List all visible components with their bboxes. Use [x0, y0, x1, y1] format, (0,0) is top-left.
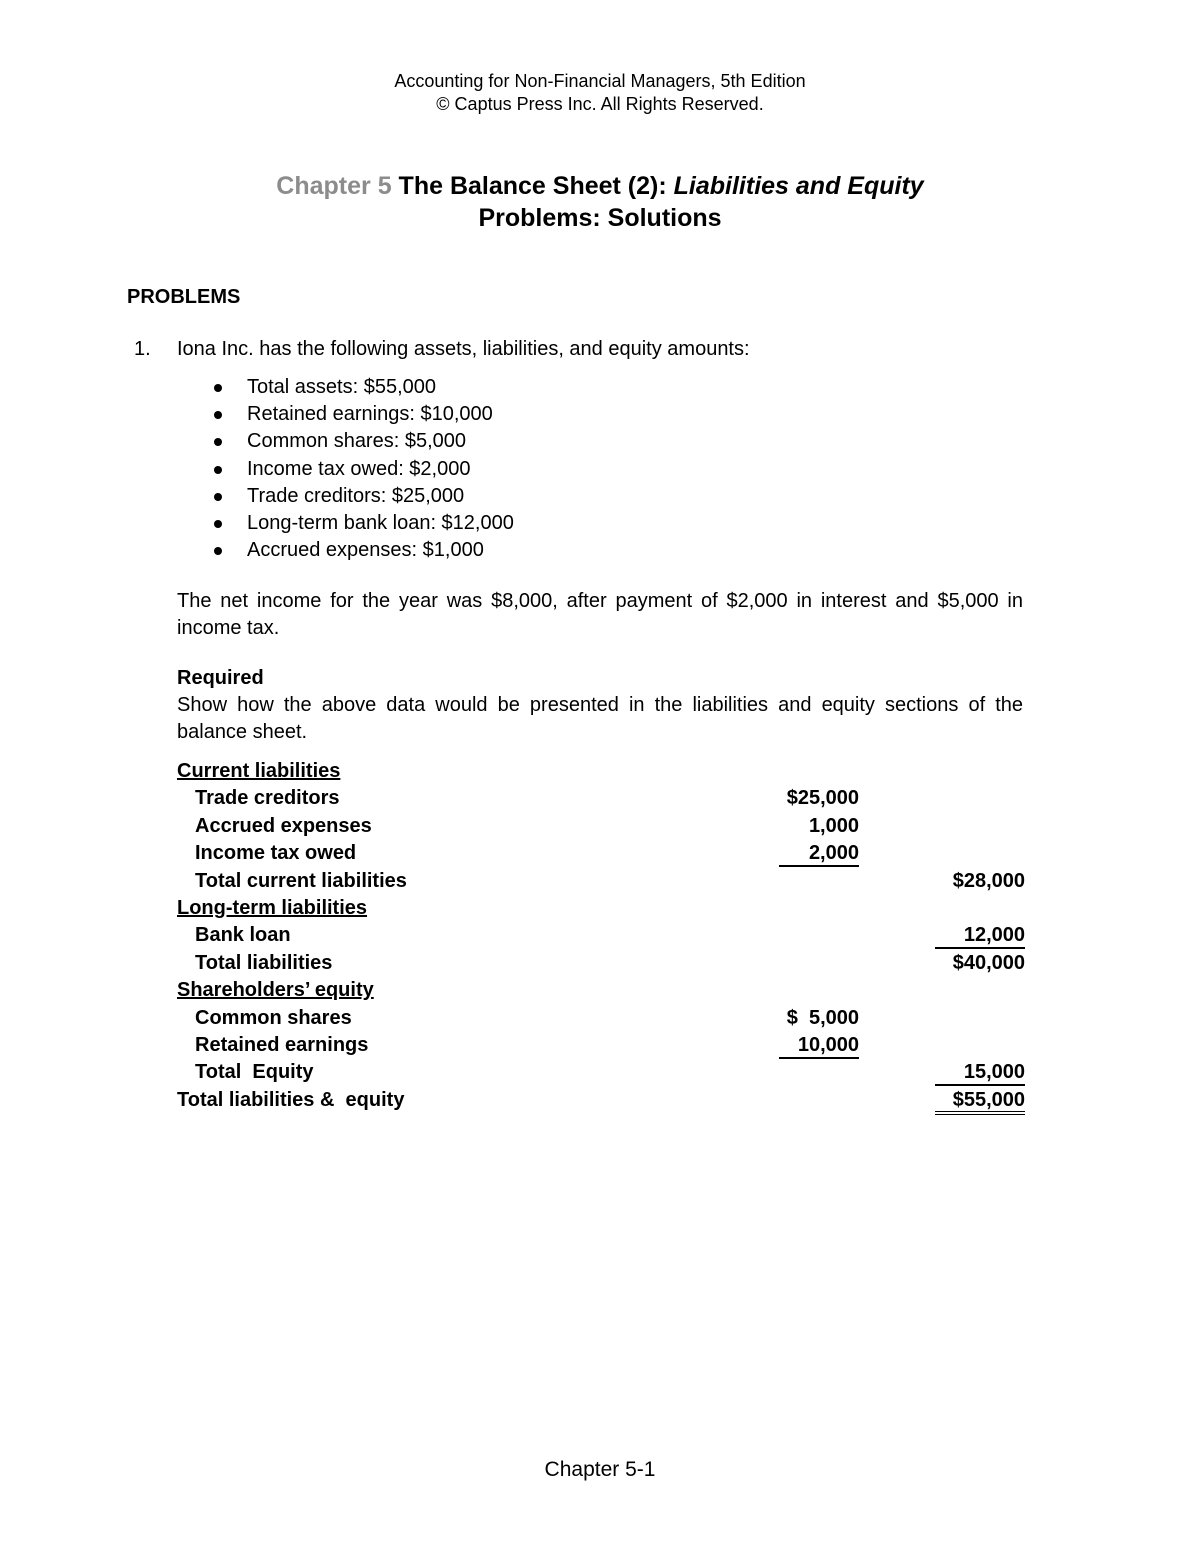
table-row	[177, 895, 1027, 922]
amount-col2: $28,000	[952, 869, 1025, 892]
row-label: Total liabilities	[195, 951, 333, 974]
chapter-title	[0, 170, 1200, 234]
table-row	[177, 950, 1027, 977]
net-income-paragraph: The net income for the year was $8,000, after payment of $2,000 in interest and $5,000 in income tax.	[177, 590, 1023, 639]
row-label: Bank loan	[195, 924, 291, 947]
amount-col1: $25,000	[786, 787, 859, 810]
table-row	[177, 813, 1027, 840]
table-row	[177, 922, 1027, 949]
row-label-grand-total: Total liabilities & equity	[177, 1088, 405, 1111]
document-header	[0, 70, 1200, 116]
amount-col1: 2,000	[779, 840, 859, 867]
row-label: Trade creditors	[195, 787, 340, 810]
row-label: Total current liabilities	[195, 869, 407, 892]
amount-col2: $40,000	[952, 951, 1025, 974]
amount-col2: 12,000	[935, 922, 1025, 949]
row-label: Common shares	[195, 1006, 352, 1029]
required-paragraph: Show how the above data would be presented in the liabilities and equity sections of the balance sheet.	[177, 694, 1023, 743]
amount-col1: $ 5,000	[786, 1006, 859, 1029]
section-label-shareholders-equity: Shareholders’ equity	[177, 979, 374, 1002]
problem-number: 1.	[134, 338, 151, 360]
list-item: Long-term bank loan: $12,000	[210, 510, 514, 537]
header-copyright: © Captus Press Inc. All Rights Reserved.	[436, 94, 764, 114]
list-item: Retained earnings: $10,000	[210, 401, 514, 428]
section-label-long-term-liabilities: Long-term liabilities	[177, 896, 368, 919]
header-book-title: Accounting for Non-Financial Managers, 5th Edition	[394, 71, 806, 91]
row-label: Retained earnings	[195, 1033, 369, 1056]
page-footer: Chapter 5-1	[544, 1458, 656, 1481]
row-label: Income tax owed	[195, 842, 357, 865]
amount-col2: 15,000	[935, 1059, 1025, 1086]
chapter-name: The Balance Sheet (2):	[391, 172, 674, 200]
table-row	[177, 1032, 1027, 1059]
chapter-subtitle: Liabilities and Equity	[673, 172, 924, 200]
table-row	[177, 1059, 1027, 1086]
given-amounts-list	[210, 374, 514, 564]
section-heading: PROBLEMS	[127, 286, 241, 308]
chapter-number: Chapter 5	[276, 172, 392, 200]
table-row	[177, 1005, 1027, 1032]
problem-intro: Iona Inc. has the following assets, liabilities, and equity amounts:	[177, 338, 750, 360]
list-item: Trade creditors: $25,000	[210, 483, 514, 510]
amount-col2: $55,000	[935, 1087, 1025, 1115]
table-row	[177, 840, 1027, 867]
section-label-current-liabilities: Current liabilities	[177, 760, 341, 782]
title-line-2: Problems: Solutions	[478, 204, 722, 232]
title-line-1	[0, 170, 1200, 202]
table-row	[177, 785, 1027, 812]
required-heading: Required	[177, 667, 264, 689]
list-item: Common shares: $5,000	[210, 428, 514, 455]
table-row	[177, 977, 1027, 1004]
row-label: Accrued expenses	[195, 814, 372, 837]
balance-sheet	[177, 758, 1027, 1114]
row-label: Total Equity	[195, 1061, 314, 1084]
table-row	[177, 868, 1027, 895]
amount-col1: 10,000	[779, 1032, 859, 1059]
amount-col1: 1,000	[808, 814, 859, 837]
table-row	[177, 758, 1027, 785]
list-item: Accrued expenses: $1,000	[210, 537, 514, 564]
table-row	[177, 1087, 1027, 1114]
list-item: Income tax owed: $2,000	[210, 456, 514, 483]
list-item: Total assets: $55,000	[210, 374, 514, 401]
